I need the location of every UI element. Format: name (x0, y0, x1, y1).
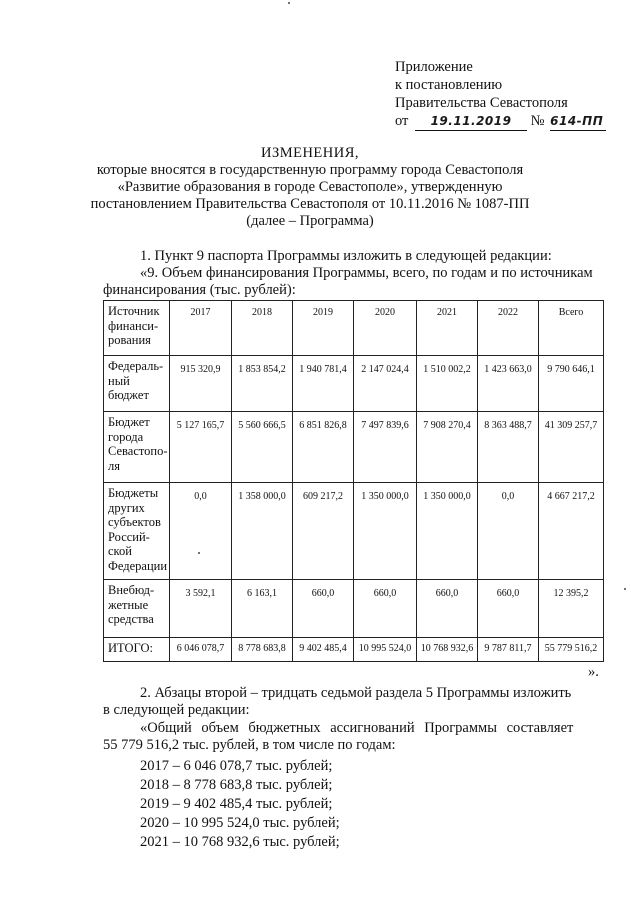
value-cell: 915 320,9 (170, 356, 232, 412)
total-value-cell: 9 402 485,4 (293, 638, 354, 662)
table-header-row (104, 301, 604, 356)
year-item: 2017 – 6 046 078,7 тыс. рублей; (140, 758, 333, 774)
appendix-line-2: к постановлению (395, 77, 503, 93)
total-value-cell: 9 787 811,7 (478, 638, 539, 662)
total-value-cell: 8 778 683,8 (232, 638, 293, 662)
decree-number: 614-ПП (550, 112, 606, 131)
year-item: 2020 – 10 995 524,0 тыс. рублей; (140, 815, 340, 831)
header-year-cell: 2017 (170, 301, 232, 356)
value-cell: 660,0 (293, 580, 354, 638)
title-heading: ИЗМЕНЕНИЯ, (260, 145, 360, 161)
year-item: 2021 – 10 768 932,6 тыс. рублей; (140, 834, 340, 850)
title-line-3: постановлением Правительства Севастополя от 10.11.2016 № 1087-ПП (90, 196, 530, 212)
point1-line-3: финансирования (тыс. рублей): (103, 282, 296, 298)
header-year-cell: 2018 (232, 301, 293, 356)
row-source-cell: Федераль- ный бюджет (104, 356, 170, 412)
value-cell: 12 395,2 (539, 580, 604, 638)
total-label-cell: ИТОГО: (104, 638, 170, 662)
appendix-block (395, 58, 625, 131)
row-source-cell: Внебюд- жетные средства (104, 580, 170, 638)
value-cell: 2 147 024,4 (354, 356, 417, 412)
quote-end: ». (588, 664, 599, 680)
value-cell: 660,0 (354, 580, 417, 638)
value-cell: 6 851 826,8 (293, 412, 354, 483)
value-cell: 5 560 666,5 (232, 412, 293, 483)
number-label: № (530, 113, 545, 129)
years-list (140, 757, 340, 852)
decree-date: 19.11.2019 (415, 112, 527, 131)
header-year-cell: 2022 (478, 301, 539, 356)
title-line-4: (далее – Программа) (246, 213, 374, 229)
year-item: 2019 – 9 402 485,4 тыс. рублей; (140, 796, 333, 812)
scan-speck (198, 552, 200, 554)
appendix-line-3: Правительства Севастополя (395, 95, 568, 111)
point2-line-2: в следующей редакции: (103, 702, 250, 718)
appendix-date-line (395, 112, 625, 131)
total-value-cell: 6 046 078,7 (170, 638, 232, 662)
financing-table (103, 300, 604, 662)
header-total-cell: Всего (539, 301, 604, 356)
value-cell: 3 592,1 (170, 580, 232, 638)
table-row (104, 412, 604, 483)
value-cell: 1 853 854,2 (232, 356, 293, 412)
point2-line-1: 2. Абзацы второй – тридцать седьмой раздела 5 Программы изложить (140, 685, 572, 701)
value-cell: 9 790 646,1 (539, 356, 604, 412)
point2-line-3: «Общий объем бюджетных ассигнований Программы составляет (140, 720, 574, 736)
scan-speck (288, 2, 290, 4)
point2-line-4: 55 779 516,2 тыс. рублей, в том числе по годам: (103, 737, 396, 753)
header-year-cell: 2019 (293, 301, 354, 356)
document-title (90, 145, 530, 230)
value-cell: 41 309 257,7 (539, 412, 604, 483)
header-year-cell: 2021 (417, 301, 478, 356)
table-row (104, 483, 604, 580)
value-cell: 5 127 165,7 (170, 412, 232, 483)
value-cell: 4 667 217,2 (539, 483, 604, 580)
value-cell: 1 940 781,4 (293, 356, 354, 412)
scan-speck (624, 588, 626, 590)
total-value-cell: 55 779 516,2 (539, 638, 604, 662)
year-item: 2018 – 8 778 683,8 тыс. рублей; (140, 777, 333, 793)
point1-line-2: «9. Объем финансирования Программы, всего, по годам и по источникам (140, 265, 593, 281)
total-value-cell: 10 768 932,6 (417, 638, 478, 662)
table-total-row (104, 638, 604, 662)
row-source-cell: Бюджет города Севастопо- ля (104, 412, 170, 483)
value-cell: 0,0 (478, 483, 539, 580)
value-cell: 1 423 663,0 (478, 356, 539, 412)
value-cell: 1 358 000,0 (232, 483, 293, 580)
value-cell: 6 163,1 (232, 580, 293, 638)
from-label: от (395, 113, 409, 129)
value-cell: 1 350 000,0 (354, 483, 417, 580)
header-source-cell: Источник финанси- рования (104, 301, 170, 356)
value-cell: 7 908 270,4 (417, 412, 478, 483)
value-cell: 660,0 (417, 580, 478, 638)
header-year-cell: 2020 (354, 301, 417, 356)
value-cell: 7 497 839,6 (354, 412, 417, 483)
value-cell: 8 363 488,7 (478, 412, 539, 483)
value-cell: 1 350 000,0 (417, 483, 478, 580)
value-cell: 1 510 002,2 (417, 356, 478, 412)
value-cell: 609 217,2 (293, 483, 354, 580)
row-source-cell: Бюджеты других субъектов Россий- ской Федерации (104, 483, 170, 580)
value-cell: 0,0 (170, 483, 232, 580)
table-row (104, 580, 604, 638)
table-row (104, 356, 604, 412)
value-cell: 660,0 (478, 580, 539, 638)
title-line-2: «Развитие образования в городе Севастополе», утвержденную (117, 179, 503, 195)
title-line-1: которые вносятся в государственную программу города Севастополя (96, 162, 524, 178)
total-value-cell: 10 995 524,0 (354, 638, 417, 662)
point1-line-1: 1. Пункт 9 паспорта Программы изложить в следующей редакции: (140, 248, 552, 264)
appendix-line-1: Приложение (395, 59, 473, 75)
